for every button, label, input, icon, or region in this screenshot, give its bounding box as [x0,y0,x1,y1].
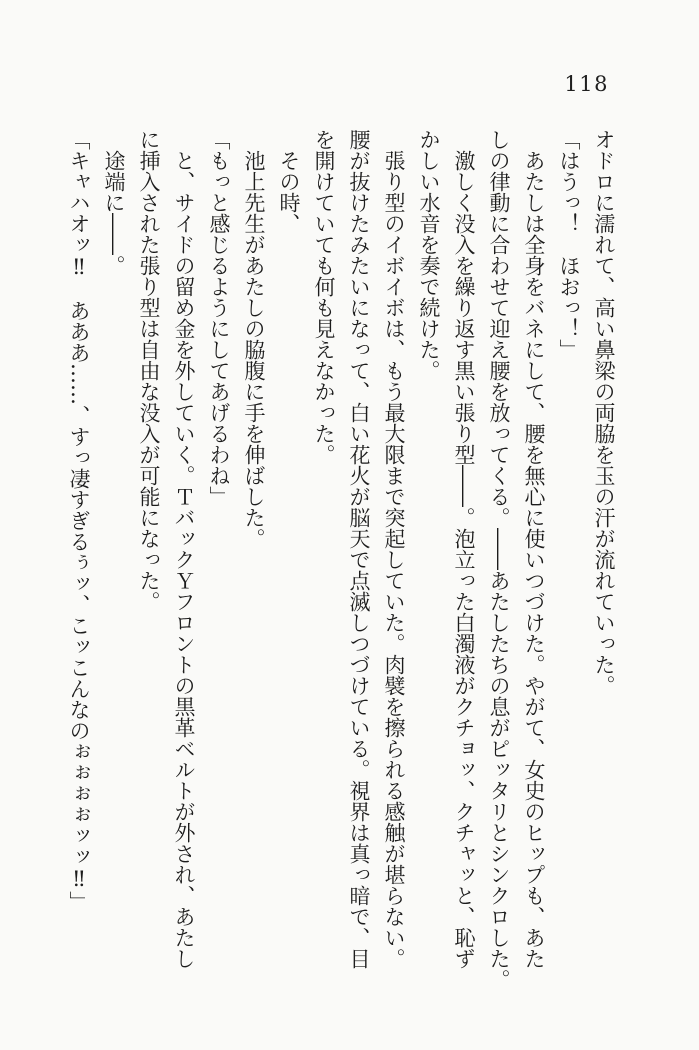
text-column-10: その時、 [277,129,301,234]
text-column-16: 「キャハオッ‼ あああ……、すっ凄すぎるぅッ、こッこんなのぉぉぉぉッッ‼」 [67,129,91,912]
text-column-15: 途端に――。 [102,129,126,276]
text-column-3: あたしは全身をバネにして、腰を無心に使いつづけた。やがて、女史のヒップも、あた [522,129,546,969]
text-column-9: を開けていても何も見えなかった。 [312,129,336,465]
text-column-4: しの律動に合わせて迎え腰を放ってくる。――あたしたちの息がピッタリとシンクロした。 [487,129,511,990]
text-column-6: かしい水音を奏で続けた。 [417,129,441,381]
text-column-14: に挿入された張り型は自由な没入が可能になった。 [137,129,161,612]
text-column-1: オドロに濡れて、高い鼻梁の両脇を玉の汗が流れていった。 [592,129,616,696]
text-column-12: 「もっと感じるようにしてあげるわね」 [207,129,231,507]
text-column-13: と、サイドの留め金を外していく。ＴバックＹフロントの黒革ベルトが外され、あたし [172,129,196,969]
text-column-8: 腰が抜けたみたいになって、白い花火が脳天で点滅しつづけている。視界は真っ暗で、目 [347,129,371,969]
text-column-7: 張り型のイボイボは、もう最大限まで突起していた。肉襞を擦られる感触が堪らない。 [382,129,406,969]
text-column-11: 池上先生があたしの脇腹に手を伸ばした。 [242,129,266,549]
vertical-text-block [61,129,621,990]
text-column-5: 激しく没入を繰り返す黒い張り型――。泡立った白濁液がクチョッ、クチャッと、恥ず [452,129,476,969]
page-number: 118 [564,72,609,96]
text-column-2: 「はうっ！ ほおっ！」 [557,129,581,360]
